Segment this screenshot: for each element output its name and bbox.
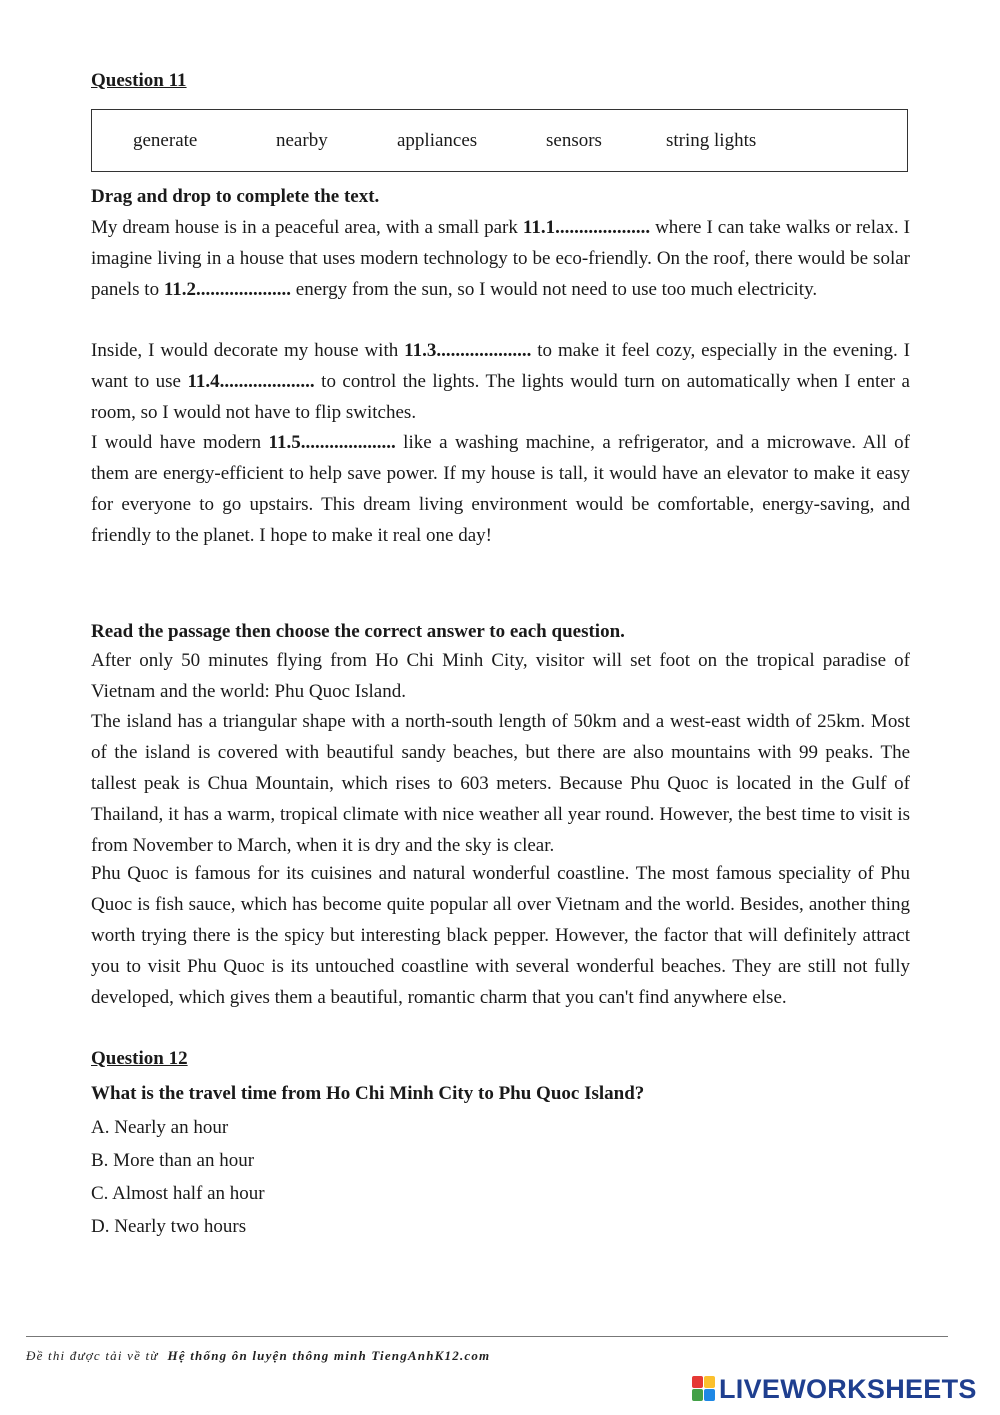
word-tile-sensors[interactable]: sensors [546, 130, 602, 151]
text: to control the lights. The lights would turn on automatically when I enter a room, so I would not have to flip switches. [91, 371, 910, 423]
passage-paragraph-1: After only 50 minutes flying from Ho Chi Minh City, visitor will set foot on the tropical paradise of Vietnam and the world: Phu Quoc Island. [91, 650, 910, 702]
passage-paragraph-2: The island has a triangular shape with a north-south length of 50km and a west-east width of 25km. Most of the island is covered with beautiful sandy beaches, but there are also mountains with 99 peaks. The tallest peak is Chua Mountain, which rises to 603 meters. Because Phu Quoc is located in the Gulf of Thailand, it has a warm, tropical climate with nice weather all year round. However, the best time to visit is from November to March, when it is dry and the sky is clear. [91, 711, 910, 856]
text: I would have modern [91, 432, 269, 453]
drop-slot-11-5[interactable]: 11.5.................... [268, 432, 396, 453]
drop-slot-11-1[interactable]: 11.1.................... [522, 217, 651, 238]
cloze-paragraph-3 [91, 427, 910, 551]
cloze-paragraph-2 [91, 335, 910, 428]
word-tile-nearby[interactable]: nearby [276, 130, 328, 151]
logo-square [692, 1389, 703, 1401]
word-bank [91, 109, 908, 172]
footer-site: Hệ thống ôn luyện thông minh TiengAnhK12.com [167, 1348, 491, 1363]
drop-slot-11-4[interactable]: 11.4.................... [187, 371, 315, 392]
word-tile-string-lights[interactable]: string lights [666, 130, 757, 151]
logo-square [692, 1376, 703, 1388]
option-d[interactable]: D. Nearly two hours [91, 1216, 247, 1237]
footer-source [26, 1348, 490, 1364]
text: to make it feel cozy, especially in the evening. I want to use [91, 340, 911, 392]
text: Inside, I would decorate my house with [91, 340, 405, 361]
liveworksheets-logo [692, 1374, 977, 1404]
liveworksheets-logo-icon [692, 1376, 716, 1402]
text: energy from the sun, so I would not need to use too much electricity. [291, 279, 818, 300]
word-tile-generate[interactable]: generate [133, 130, 198, 151]
logo-square [704, 1376, 715, 1388]
question-12-prompt: What is the travel time from Ho Chi Minh City to Phu Quoc Island? [91, 1083, 645, 1104]
drop-slot-11-2[interactable]: 11.2.................... [163, 279, 292, 300]
cloze-paragraph-1 [91, 212, 910, 305]
logo-text: LIVEWORKSHEETS [719, 1373, 977, 1404]
question-11-title: Question 11 [91, 70, 187, 91]
text: where I can take walks or relax. I imagine living in a house that uses modern technology to be eco-friendly. On the roof, there would be solar panels to [91, 217, 910, 300]
answer-options [91, 1112, 265, 1244]
option-c[interactable]: C. Almost half an hour [91, 1183, 265, 1204]
logo-square [704, 1389, 715, 1401]
passage-paragraph-3: Phu Quoc is famous for its cuisines and natural wonderful coastline. The most famous speciality of Phu Quoc is fish sauce, which has become quite popular all over Vietnam and the world. Besides, another thing worth trying there is the spicy but interesting black pepper. However, the factor that will definitely attract you to visit Phu Quoc is its untouched coastline with several wonderful beaches. They are still not fully developed, which gives them a beautiful, romantic charm that you can't find anywhere else. [91, 863, 910, 1008]
option-b[interactable]: B. More than an hour [91, 1150, 255, 1171]
text: My dream house is in a peaceful area, with a small park [91, 217, 523, 238]
option-a[interactable]: A. Nearly an hour [91, 1117, 229, 1138]
word-tile-appliances[interactable]: appliances [397, 130, 478, 151]
question-12-title: Question 12 [91, 1048, 188, 1069]
drop-slot-11-3[interactable]: 11.3.................... [404, 340, 532, 361]
footer-divider [26, 1336, 948, 1337]
drag-drop-instruction: Drag and drop to complete the text. [91, 186, 380, 207]
reading-instruction: Read the passage then choose the correct answer to each question. [91, 621, 625, 642]
footer-prefix: Đề thi được tải về từ [26, 1348, 159, 1363]
text: like a washing machine, a refrigerator, and a microwave. All of them are energy-efficient to help save power. If my house is tall, it would have an elevator to make it easy for everyone to go upstairs. This dream living environment would be comfortable, energy-saving, and friendly to the planet. I hope to make it real one day! [91, 432, 911, 546]
